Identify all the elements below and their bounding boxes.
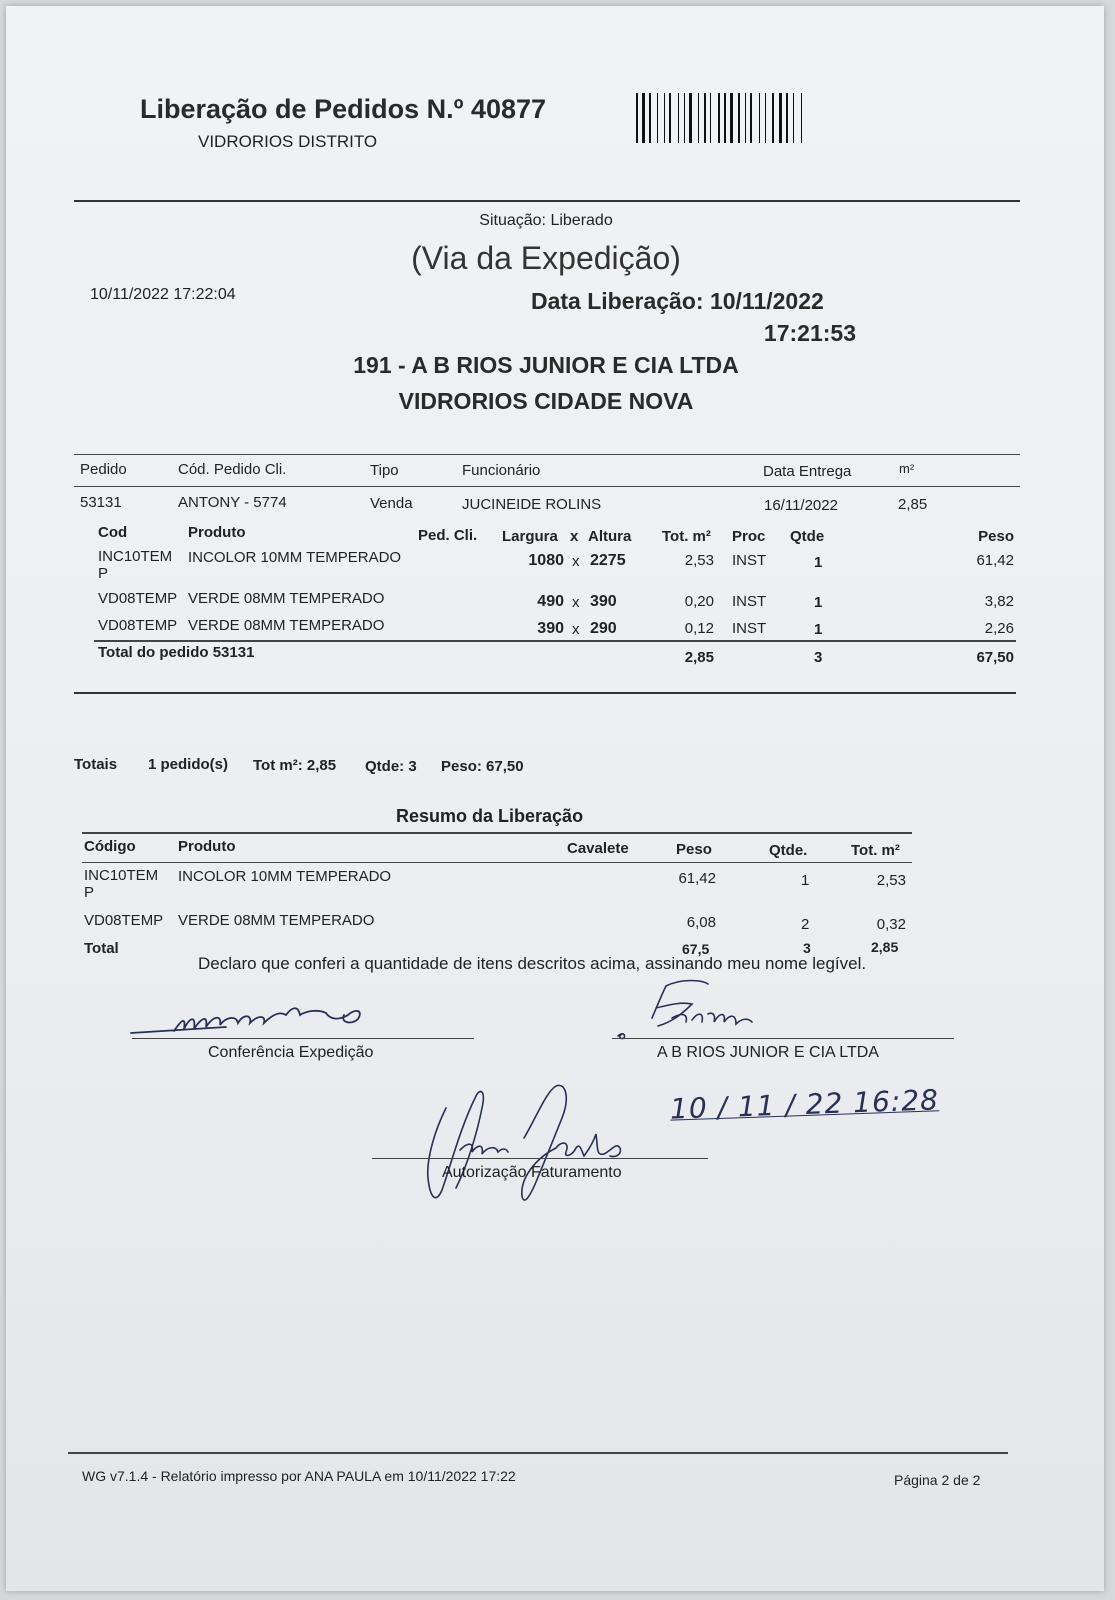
summary-total-peso: 67,5: [682, 941, 710, 957]
barcode-icon: [634, 91, 804, 145]
summary-header-peso: Peso: [676, 841, 712, 858]
signature-conferencia-label: Conferência Expedição: [208, 1044, 374, 1061]
order-total-m2: 2,85: [684, 649, 714, 666]
divider: [74, 692, 1016, 694]
order-total-qtde: 3: [814, 649, 823, 666]
item-x: x: [572, 621, 580, 638]
client-branch: VIDRORIOS CIDADE NOVA: [398, 388, 694, 414]
totals-pedidos: 1 pedido(s): [148, 756, 229, 773]
signature-autorizacao-label: Autorização Faturamento: [442, 1164, 622, 1181]
col-header-funcionario: Funcionário: [462, 462, 541, 479]
item-peso: 61,42: [976, 552, 1014, 569]
item-header-x: x: [570, 528, 579, 545]
item-cod-line1: INC10TEM: [98, 548, 173, 565]
release-date: 10/11/2022: [709, 288, 824, 314]
summary-total-label: Total: [84, 940, 119, 957]
summary-produto: INCOLOR 10MM TEMPERADO: [178, 868, 392, 885]
order-cod-pedido-cli: ANTONY - 5774: [178, 494, 287, 511]
client-name: 191 - A B RIOS JUNIOR E CIA LTDA: [353, 352, 739, 378]
item-produto: VERDE 08MM TEMPERADO: [188, 590, 385, 607]
order-data-entrega: 16/11/2022: [764, 497, 838, 514]
item-cod: VD08TEMP: [98, 590, 178, 607]
via-title: (Via da Expedição): [411, 240, 681, 276]
summary-codigo: [84, 867, 158, 901]
summary-codigo-line1: INC10TEM: [84, 867, 159, 884]
item-produto: INCOLOR 10MM TEMPERADO: [188, 549, 402, 566]
col-header-cod-pedido-cli: Cód. Pedido Cli.: [178, 461, 287, 478]
item-largura: 490: [537, 593, 564, 610]
document-page: [6, 6, 1104, 1591]
item-header-produto: Produto: [188, 524, 246, 541]
company-name: VIDRORIOS DISTRITO: [198, 132, 378, 151]
totals-label: Totais: [74, 756, 118, 773]
col-header-m2: m²: [899, 461, 915, 476]
totals-m2: Tot m²: 2,85: [253, 757, 337, 774]
item-tot-m2: 0,20: [684, 593, 714, 610]
summary-header-tot-m2: Tot. m²: [851, 842, 900, 859]
item-largura: 1080: [528, 552, 564, 569]
item-largura: 390: [537, 620, 564, 637]
summary-produto: VERDE 08MM TEMPERADO: [178, 912, 375, 929]
item-proc: INST: [732, 620, 767, 637]
divider: [74, 200, 1020, 202]
summary-tot-m2: 2,53: [876, 872, 906, 889]
item-peso: 3,82: [984, 593, 1014, 610]
item-tot-m2: 0,12: [684, 620, 714, 637]
divider: [74, 486, 1020, 487]
item-qtde: 1: [814, 621, 823, 638]
summary-codigo: VD08TEMP: [84, 912, 164, 929]
divider: [82, 862, 912, 863]
signature-client-label: A B RIOS JUNIOR E CIA LTDA: [657, 1044, 879, 1061]
item-proc: INST: [732, 552, 767, 569]
summary-qtde: 2: [801, 916, 810, 933]
release-date-line: [531, 288, 824, 315]
signature-line: [612, 1038, 954, 1039]
totals-peso: Peso: 67,50: [441, 758, 524, 775]
item-proc: INST: [732, 593, 767, 610]
item-qtde: 1: [814, 594, 823, 611]
summary-header-cavalete: Cavalete: [567, 840, 629, 857]
printed-timestamp: 10/11/2022 17:22:04: [90, 286, 236, 303]
item-header-ped-cli: Ped. Cli.: [418, 527, 478, 544]
footer-report-info: WG v7.1.4 - Relatório impresso por ANA PAULA em 10/11/2022 17:22: [82, 1468, 516, 1484]
summary-header-produto: Produto: [178, 838, 236, 855]
summary-peso: 61,42: [678, 870, 716, 887]
item-altura: 390: [590, 593, 617, 610]
col-header-data-entrega: Data Entrega: [763, 463, 852, 480]
order-total-peso: 67,50: [976, 649, 1014, 666]
summary-header-codigo: Código: [84, 838, 136, 855]
totals-qtde: Qtde: 3: [365, 758, 417, 775]
order-m2: 2,85: [898, 496, 928, 513]
divider: [94, 640, 1016, 642]
order-pedido: 53131: [80, 494, 122, 511]
signature-client-icon: [612, 974, 792, 1044]
order-total-label: Total do pedido 53131: [98, 644, 255, 661]
order-tipo: Venda: [370, 495, 413, 512]
signature-line: [132, 1038, 474, 1039]
signature-line: [372, 1158, 708, 1159]
item-cod: [98, 548, 172, 582]
item-header-largura: Largura: [502, 528, 558, 545]
item-header-tot-m2: Tot. m²: [662, 528, 711, 545]
document-title: Liberação de Pedidos N.º 40877: [140, 94, 547, 124]
item-altura: 290: [590, 620, 617, 637]
declaration-text: Declaro que conferi a quantidade de itens descritos acima, assinando meu nome legível.: [198, 954, 867, 973]
item-header-peso: Peso: [978, 528, 1014, 545]
summary-total-tot-m2: 2,85: [871, 939, 899, 955]
item-header-altura: Altura: [588, 528, 632, 545]
summary-tot-m2: 0,32: [876, 916, 906, 933]
signature-autorizacao-icon: [406, 1078, 646, 1218]
item-qtde: 1: [814, 554, 823, 571]
handwritten-date: 10 / 11 / 22 16:28: [669, 1083, 940, 1126]
status-text: Situação: Liberado: [479, 212, 613, 229]
footer-page-number: Página 2 de 2: [894, 1472, 981, 1488]
item-cod-line2: P: [98, 565, 109, 582]
item-tot-m2: 2,53: [684, 552, 714, 569]
item-header-proc: Proc: [732, 528, 766, 545]
item-produto: VERDE 08MM TEMPERADO: [188, 617, 385, 634]
divider: [74, 454, 1020, 455]
item-header-cod: Cod: [98, 524, 128, 541]
summary-qtde: 1: [801, 872, 810, 889]
item-x: x: [572, 594, 580, 611]
item-peso: 2,26: [984, 620, 1014, 637]
col-header-tipo: Tipo: [370, 462, 399, 479]
item-header-qtde: Qtde: [790, 528, 825, 545]
summary-header-qtde: Qtde.: [769, 842, 808, 859]
summary-title: Resumo da Liberação: [396, 806, 584, 826]
summary-codigo-line2: P: [84, 884, 95, 901]
signature-conferencia-icon: [126, 1001, 386, 1041]
order-funcionario: JUCINEIDE ROLINS: [462, 496, 602, 513]
divider: [68, 1452, 1008, 1454]
release-time: 17:21:53: [763, 320, 856, 346]
summary-total-qtde: 3: [803, 940, 811, 956]
item-altura: 2275: [590, 552, 626, 569]
release-label: Data Liberação:: [531, 288, 704, 314]
item-x: x: [572, 553, 580, 570]
summary-peso: 6,08: [686, 914, 716, 931]
item-cod: VD08TEMP: [98, 617, 178, 634]
col-header-pedido: Pedido: [80, 461, 127, 478]
divider: [82, 832, 912, 834]
